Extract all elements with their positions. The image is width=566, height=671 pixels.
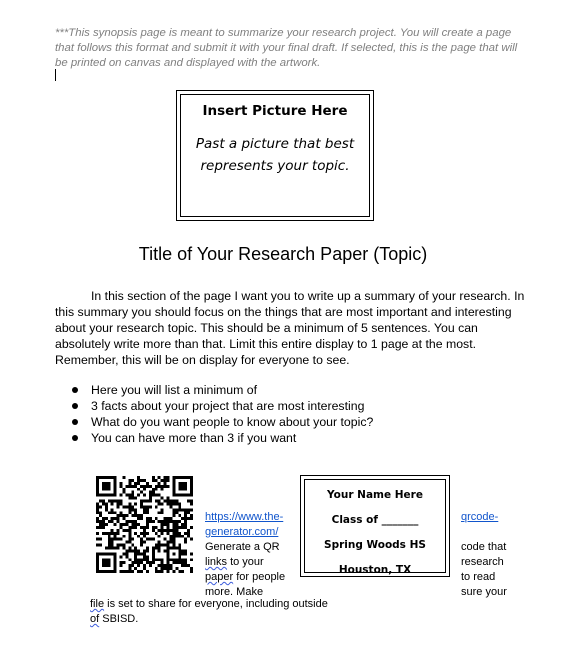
- links-to-your-line: [205, 555, 300, 570]
- bullet-icon: [72, 419, 78, 425]
- text-fragment: to your: [227, 556, 264, 568]
- to-read-line: to read: [461, 571, 496, 583]
- bullet-icon: [72, 403, 78, 409]
- share-settings-text: [90, 597, 350, 627]
- bullet-text: You can have more than 3 if you want: [91, 431, 297, 445]
- summary-section: [55, 288, 525, 368]
- qr-code-image[interactable]: [96, 476, 193, 573]
- text-fragment: SBISD.: [99, 613, 139, 625]
- list-item: [55, 430, 525, 446]
- text-fragment: for people: [233, 571, 286, 583]
- list-item: [55, 398, 525, 414]
- spellcheck-word: file: [90, 598, 105, 610]
- qr-generator-link-cont[interactable]: generator.com/: [205, 526, 279, 538]
- picture-box-title: Insert Picture Here: [202, 103, 348, 119]
- spellcheck-word: paper: [205, 571, 234, 583]
- qrcode-link[interactable]: qrcode-: [461, 511, 499, 523]
- bullet-text: What do you want people to know about your topic?: [91, 415, 374, 429]
- file-share-line: [90, 597, 350, 612]
- qr-generator-link[interactable]: https://www.the-: [205, 511, 284, 523]
- sbisd-line: [90, 612, 350, 627]
- name-box-city: Houston, TX: [338, 564, 412, 576]
- generate-qr-text: Generate a QR: [205, 541, 280, 553]
- list-item: [55, 414, 525, 430]
- sure-your-line: sure your: [461, 586, 507, 598]
- paper-title: Title of Your Research Paper (Topic): [138, 244, 428, 264]
- name-info-box[interactable]: [300, 475, 450, 577]
- name-box-class: Class of _______: [331, 514, 419, 526]
- paper-for-people-line: [205, 570, 300, 585]
- spellcheck-word: of: [90, 613, 100, 625]
- research-line: research: [461, 556, 504, 568]
- text-fragment: is set to share for everyone, including outside: [104, 598, 328, 610]
- code-that-line: code that: [461, 541, 507, 553]
- bullet-text: Here you will list a minimum of: [91, 383, 258, 397]
- name-box-school: Spring Woods HS: [324, 539, 426, 551]
- list-item: [55, 382, 525, 398]
- picture-box-inner-border: [180, 94, 370, 217]
- name-box-name: Your Name Here: [327, 489, 423, 501]
- picture-box-instructions: [181, 133, 369, 177]
- text-cursor: [55, 69, 56, 81]
- insert-picture-box[interactable]: [176, 90, 374, 221]
- picture-box-line-2: represents your topic.: [200, 158, 350, 174]
- facts-bullet-list: [55, 382, 525, 446]
- bullet-text: 3 facts about your project that are most interesting: [91, 399, 365, 413]
- bullet-icon: [72, 387, 78, 393]
- bullet-icon: [72, 435, 78, 441]
- synopsis-instruction-note: ***This synopsis page is meant to summarize your research project. You will create a page that follows this format and submit it with your final draft. If selected, this is the page that will be printed on canvas and displayed with the artwork.: [55, 27, 518, 69]
- spellcheck-word: links: [205, 556, 228, 568]
- name-box-inner-border: [304, 479, 446, 576]
- qr-right-text: [461, 510, 531, 600]
- qr-generator-text: [205, 510, 300, 600]
- summary-paragraph: In this section of the page I want you to write up a summary of your research. In this summary you should focus on the things that are most important and interesting about your research topic. This should be a minimum of 5 sentences. You can absolutely write more than that. Limit this entire display to 1 page at the most. Remember, this will be on display for everyone to see.: [55, 289, 525, 367]
- more-make-line: more. Make: [205, 586, 264, 598]
- picture-box-line-1: Past a picture that best: [195, 136, 355, 152]
